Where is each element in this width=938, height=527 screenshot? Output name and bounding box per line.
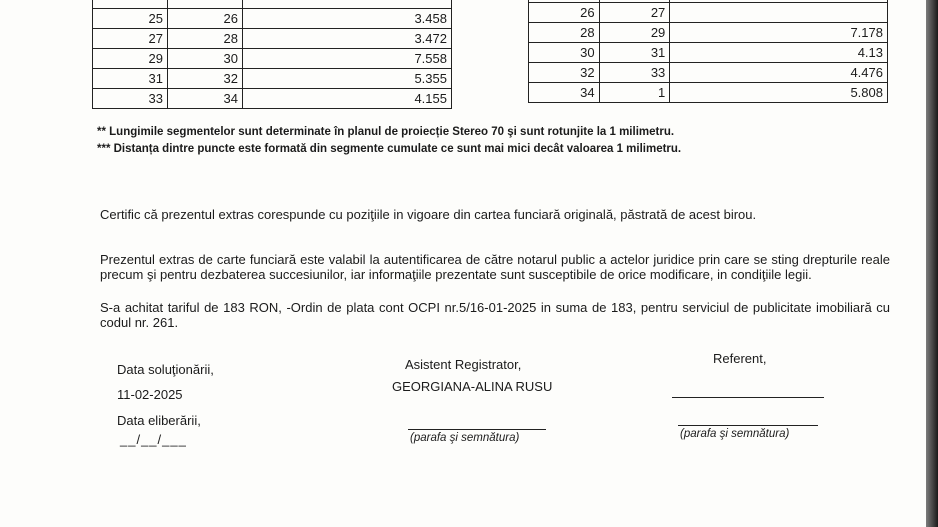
segment-table-left bbox=[92, 0, 452, 109]
start-point-cell: 30 bbox=[529, 43, 600, 63]
referent-label: Referent, bbox=[713, 351, 767, 366]
length-cell: 4.13 bbox=[670, 43, 888, 63]
end-point-cell: 29 bbox=[599, 23, 670, 43]
assistant-registrar-name: GEORGIANA-ALINA RUSU bbox=[392, 379, 553, 394]
referent-signature-caption: (parafa şi semnătura) bbox=[680, 428, 790, 440]
length-cell: 3.458 bbox=[243, 9, 452, 29]
start-point-cell: 26 bbox=[529, 3, 600, 23]
end-point-cell: 27 bbox=[599, 3, 670, 23]
referent-signature-line bbox=[672, 397, 824, 398]
length-cell: 4.476 bbox=[670, 63, 888, 83]
assistant-signature-line bbox=[408, 429, 546, 430]
table-row bbox=[93, 0, 452, 9]
end-point-cell: 30 bbox=[168, 49, 243, 69]
length-cell: 5.808 bbox=[670, 83, 888, 103]
table-row bbox=[93, 29, 452, 49]
start-point-cell: 28 bbox=[529, 23, 600, 43]
length-cell: 5.355 bbox=[243, 69, 452, 89]
table-row bbox=[93, 69, 452, 89]
length-cell: 7.558 bbox=[243, 49, 452, 69]
length-cell: 3.472 bbox=[243, 29, 452, 49]
assistant-signature-caption: (parafa şi semnătura) bbox=[410, 432, 520, 444]
issue-date-value: __/__/___ bbox=[120, 432, 187, 447]
table-row bbox=[93, 89, 452, 109]
table-row bbox=[93, 9, 452, 29]
start-point-cell: 25 bbox=[93, 9, 168, 29]
resolution-date-value: 11-02-2025 bbox=[117, 387, 183, 402]
tariff-paragraph: S-a achitat tariful de 183 RON, -Ordin de plata cont OCPI nr.5/16-01-2025 in suma de 183, pentru serviciul de publicitate imobiliară cu codul nr. 261. bbox=[100, 300, 890, 330]
certification-paragraph: Certific că prezentul extras corespunde cu poziţiile in vigoare din cartea funciară originală, păstrată de acest birou. bbox=[100, 207, 757, 222]
table-row bbox=[529, 3, 888, 23]
table-row bbox=[529, 43, 888, 63]
table-row bbox=[93, 49, 452, 69]
resolution-date-label: Data soluţionării, bbox=[117, 362, 214, 377]
assistant-registrar-label: Asistent Registrator, bbox=[405, 357, 522, 372]
length-cell bbox=[243, 0, 452, 9]
table-row bbox=[529, 83, 888, 103]
validity-paragraph: Prezentul extras de carte funciară este valabil la autentificarea de către notarul public a actelor juridice prin care se sting drepturile reale precum şi pentru dezbaterea succesiunilor, iar informaţiile prezentate sunt susceptibile de orice modificare, in condiţiile legii. bbox=[100, 252, 890, 282]
length-cell: 7.178 bbox=[670, 23, 888, 43]
start-point-cell: 33 bbox=[93, 89, 168, 109]
footnote-point-distance: *** Distanța dintre puncte este formată din segmente cumulate ce sunt mai mici decât valoarea 1 milimetru. bbox=[97, 143, 682, 155]
start-point-cell: 29 bbox=[93, 49, 168, 69]
end-point-cell: 33 bbox=[599, 63, 670, 83]
start-point-cell: 27 bbox=[93, 29, 168, 49]
referent-signature-line-2 bbox=[678, 425, 818, 426]
length-cell bbox=[670, 3, 888, 23]
end-point-cell: 26 bbox=[168, 9, 243, 29]
end-point-cell: 1 bbox=[599, 83, 670, 103]
length-cell: 4.155 bbox=[243, 89, 452, 109]
end-point-cell: 28 bbox=[168, 29, 243, 49]
table-row bbox=[529, 63, 888, 83]
end-point-cell: 34 bbox=[168, 89, 243, 109]
issue-date-label: Data eliberării, bbox=[117, 413, 201, 428]
start-point-cell: 32 bbox=[529, 63, 600, 83]
start-point-cell: 31 bbox=[93, 69, 168, 89]
segment-table-right bbox=[528, 0, 888, 103]
end-point-cell bbox=[168, 0, 243, 9]
end-point-cell: 32 bbox=[168, 69, 243, 89]
table-row bbox=[529, 23, 888, 43]
footnote-segment-length: ** Lungimile segmentelor sunt determinate în planul de proiecție Stereo 70 şi sunt rotunjite la 1 milimetru. bbox=[97, 126, 675, 138]
start-point-cell: 34 bbox=[529, 83, 600, 103]
end-point-cell: 31 bbox=[599, 43, 670, 63]
start-point-cell bbox=[93, 0, 168, 9]
scan-edge-shadow bbox=[926, 0, 938, 527]
